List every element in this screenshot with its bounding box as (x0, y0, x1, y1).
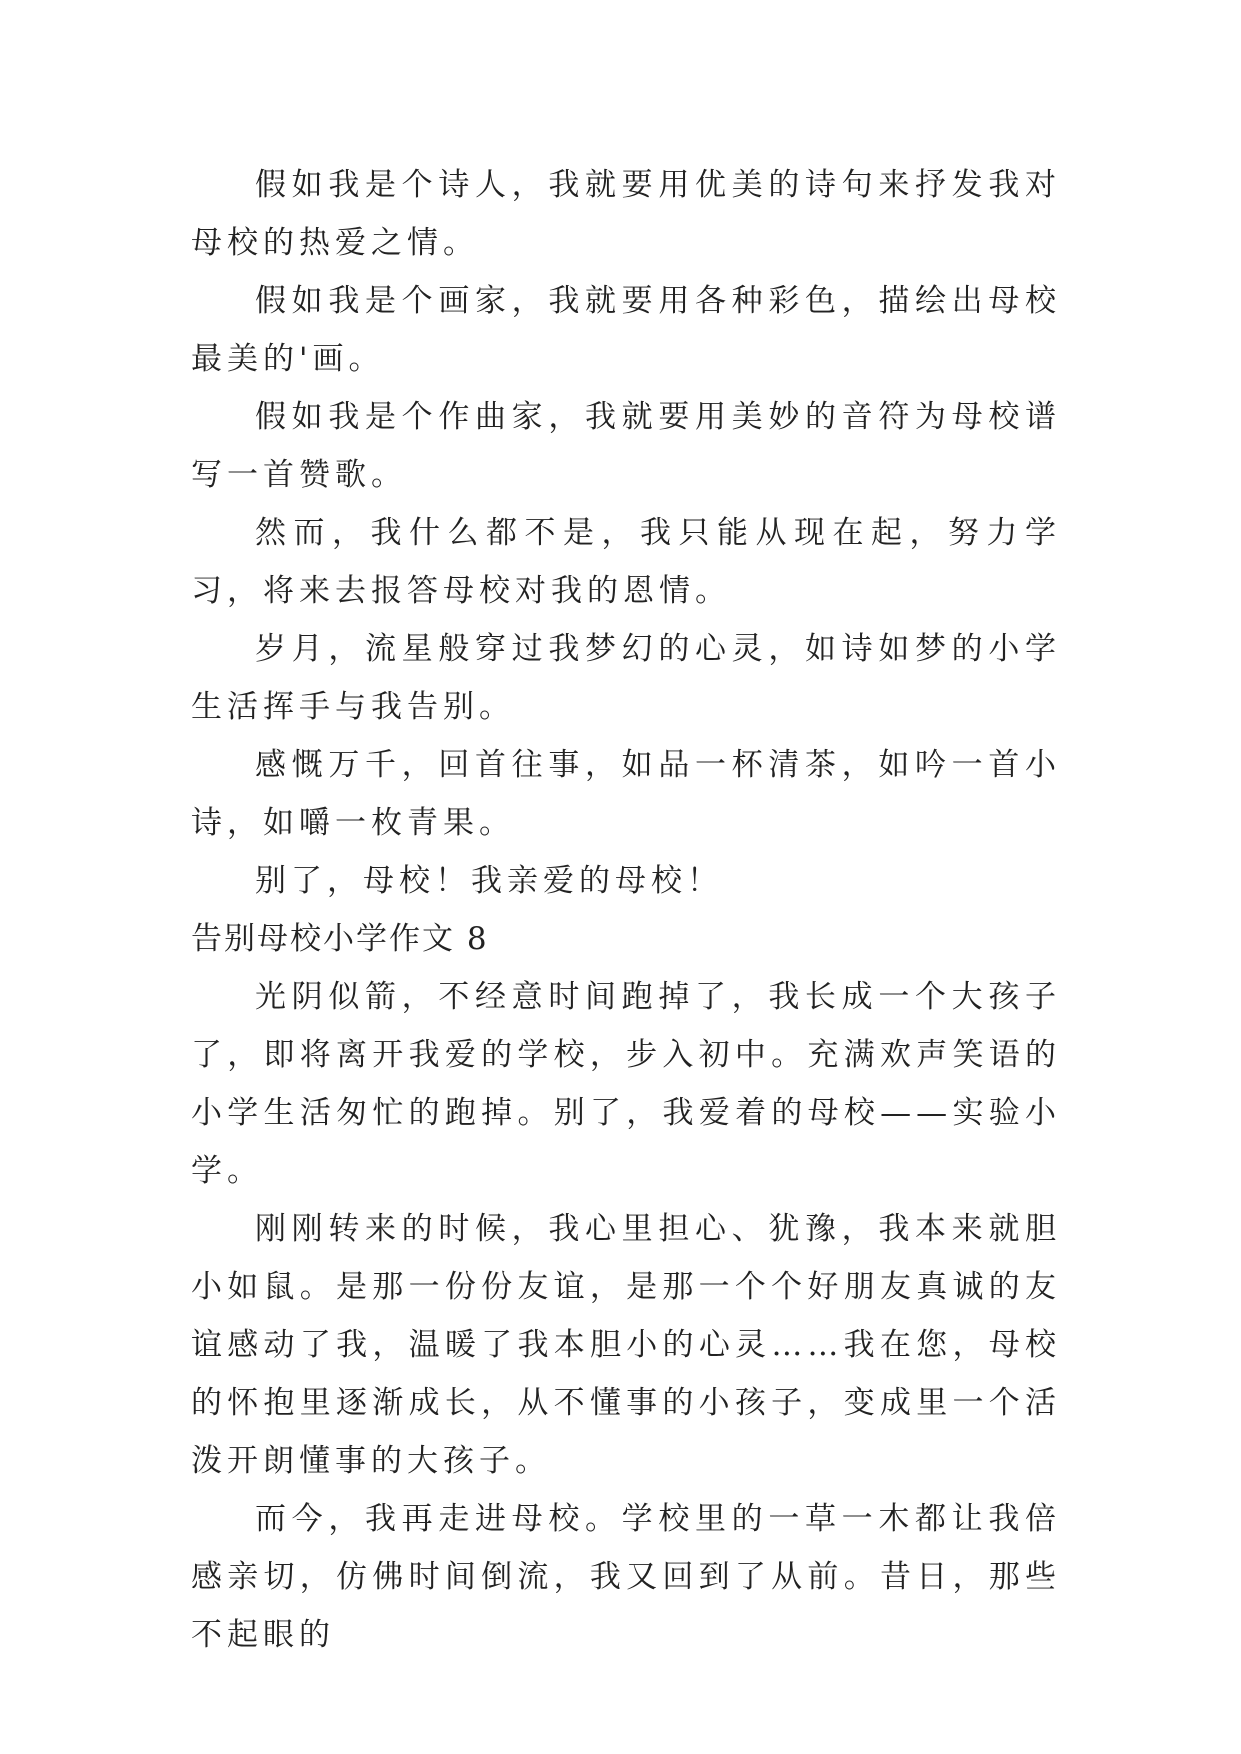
paragraph: 刚刚转来的时候，我心里担心、犹豫，我本来就胆小如鼠。是那一份份友谊，是那一个个好朋友真诚的友谊感动了我，温暖了我本胆小的心灵……我在您，母校的怀抱里逐渐成长，从不懂事的小孩子，变成里一个活泼开朗懂事的大孩子。 (191, 1211, 1061, 1479)
paragraph: 光阴似箭，不经意时间跑掉了，我长成一个大孩子了，即将离开我爱的学校，步入初中。充满欢声笑语的小学生活匆忙的跑掉。别了，我爱着的母校——实验小学。 (191, 979, 1061, 1189)
paragraph: 假如我是个作曲家，我就要用美妙的音符为母校谱写一首赞歌。 (191, 399, 1061, 493)
paragraph: 岁月，流星般穿过我梦幻的心灵，如诗如梦的小学生活挥手与我告别。 (191, 631, 1061, 725)
section-title: 告别母校小学作文 8 (191, 921, 489, 957)
paragraph: 感慨万千，回首往事，如品一杯清茶，如吟一首小诗，如嚼一枚青果。 (191, 747, 1061, 841)
paragraph: 而今，我再走进母校。学校里的一草一木都让我倍感亲切，仿佛时间倒流，我又回到了从前。昔日，那些不起眼的 (191, 1501, 1061, 1653)
document-body (191, 156, 1061, 1664)
paragraph: 别了，母校！我亲爱的母校！ (255, 863, 723, 899)
paragraph: 假如我是个画家，我就要用各种彩色，描绘出母校最美的'画。 (191, 283, 1061, 377)
paragraph: 然而，我什么都不是，我只能从现在起，努力学习，将来去报答母校对我的恩情。 (191, 515, 1061, 609)
paragraph: 假如我是个诗人，我就要用优美的诗句来抒发我对母校的热爱之情。 (191, 167, 1061, 261)
